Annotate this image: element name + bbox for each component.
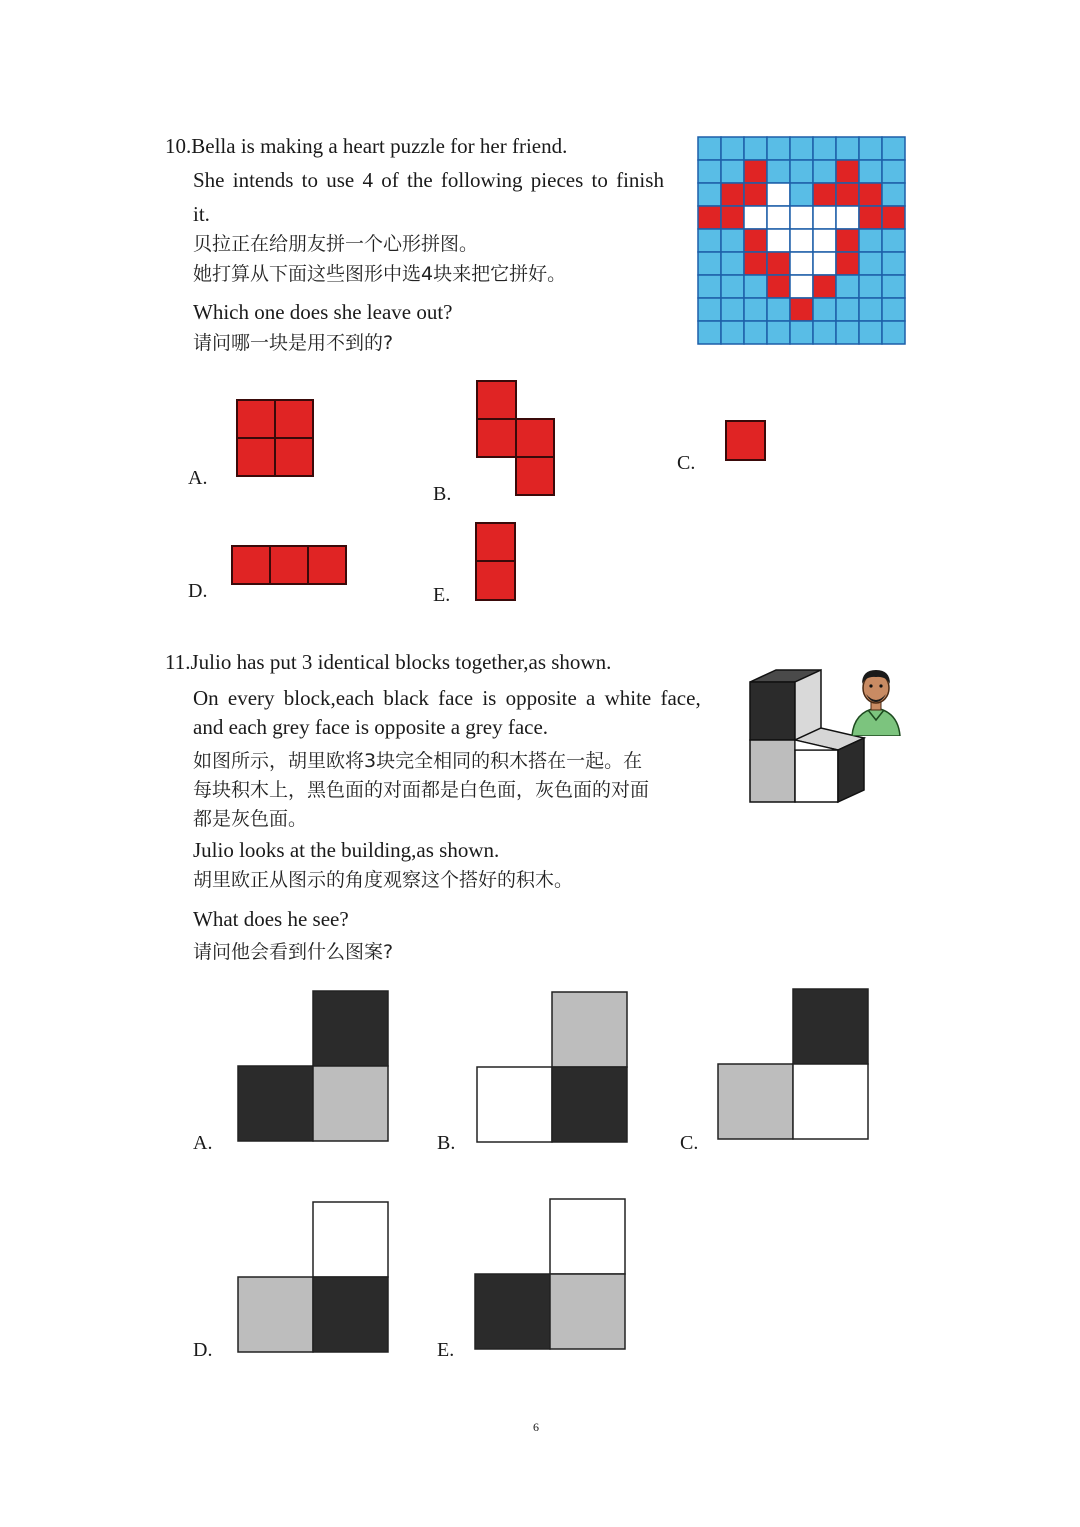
heart-grid-cell (767, 206, 790, 229)
q10-option-c-label: C. (677, 452, 696, 474)
q11-option-d-label: D. (193, 1339, 213, 1361)
heart-grid-cell (698, 321, 721, 344)
heart-grid-cell (859, 160, 882, 183)
heart-grid-cell (744, 183, 767, 206)
heart-grid-cell (721, 137, 744, 160)
heart-grid-cell (790, 321, 813, 344)
q10-option-e-piece (475, 522, 517, 602)
q11-cn4: 胡里欧正从图示的角度观察这个搭好的积木。 (193, 869, 574, 891)
q11-cn3: 都是灰色面。 (193, 808, 308, 830)
heart-grid-cell (790, 206, 813, 229)
heart-grid-cell (721, 160, 744, 183)
julio-avatar (848, 664, 904, 736)
heart-grid-cell (882, 298, 905, 321)
heart-grid-cell (813, 275, 836, 298)
heart-grid-cell (721, 275, 744, 298)
heart-grid-cell (836, 183, 859, 206)
heart-grid-cell (882, 252, 905, 275)
heart-grid-cell (767, 137, 790, 160)
q11-line3: and each grey face is opposite a grey face. (193, 715, 549, 739)
heart-grid-cell (859, 275, 882, 298)
q11-option-c-figure (717, 988, 869, 1140)
heart-grid-cell (698, 298, 721, 321)
heart-grid-cell (813, 298, 836, 321)
heart-grid-cell (813, 229, 836, 252)
heart-grid-cell (767, 229, 790, 252)
q11-option-b-label: B. (437, 1132, 456, 1154)
heart-grid-cell (813, 206, 836, 229)
heart-grid-cell (744, 298, 767, 321)
heart-grid-cell (698, 275, 721, 298)
heart-grid-cell (790, 137, 813, 160)
heart-grid-cell (744, 252, 767, 275)
heart-grid-cell (767, 275, 790, 298)
q10-line1-text: Bella is making a heart puzzle for her friend. (191, 134, 568, 158)
q10-line1 (165, 132, 567, 160)
q10-option-d-piece (231, 545, 348, 586)
page-number: 6 (533, 1420, 539, 1434)
heart-grid-cell (744, 229, 767, 252)
heart-grid-cell (836, 206, 859, 229)
heart-grid-cell (721, 229, 744, 252)
q11-question-cn: 请问他会看到什么图案? (193, 941, 394, 963)
heart-grid-cell (859, 183, 882, 206)
heart-grid-cell (744, 206, 767, 229)
q11-option-e-label: E. (437, 1339, 455, 1361)
heart-grid-cell (767, 183, 790, 206)
heart-grid-cell (721, 206, 744, 229)
q11-line2: On every block,each black face is opposite a white face, (193, 686, 701, 710)
heart-grid-cell (882, 183, 905, 206)
q10-cn2: 她打算从下面这些图形中选4块来把它拼好。 (193, 263, 567, 285)
q11-cn1: 如图所示，胡里欧将3块完全相同的积木搭在一起。在 (193, 750, 643, 772)
heart-grid-cell (790, 252, 813, 275)
heart-grid-cell (744, 275, 767, 298)
heart-grid-cell (813, 183, 836, 206)
q11-line4: Julio looks at the building,as shown. (193, 838, 500, 862)
q10-question-cn: 请问哪一块是用不到的? (193, 332, 394, 354)
q11-option-e-figure (474, 1198, 626, 1350)
heart-grid-cell (767, 160, 790, 183)
q10-line3: it. (193, 202, 210, 226)
q10-number: 10. (165, 134, 192, 158)
heart-grid-cell (859, 229, 882, 252)
heart-grid (697, 136, 906, 345)
heart-grid-cell (721, 183, 744, 206)
q10-option-d-label: D. (188, 580, 208, 602)
heart-grid-cell (859, 298, 882, 321)
heart-puzzle-image (697, 136, 906, 345)
heart-grid-cell (882, 321, 905, 344)
q10-option-a-label: A. (188, 467, 208, 489)
q11-cn2: 每块积木上，黑色面的对面都是白色面，灰色面的对面 (193, 779, 650, 801)
q10-option-b-label: B. (433, 483, 452, 505)
heart-grid-cell (698, 252, 721, 275)
heart-grid-cell (767, 252, 790, 275)
q10-cn1: 贝拉正在给朋友拼一个心形拼图。 (193, 233, 479, 255)
heart-grid-cell (790, 298, 813, 321)
q11-option-d-figure (237, 1201, 389, 1353)
q10-line2: She intends to use 4 of the following pieces to finish (193, 168, 664, 192)
heart-grid-cell (836, 321, 859, 344)
q11-option-b-figure (476, 991, 628, 1143)
heart-grid-cell (698, 137, 721, 160)
heart-grid-cell (767, 298, 790, 321)
heart-grid-cell (836, 275, 859, 298)
heart-grid-cell (813, 137, 836, 160)
heart-grid-cell (721, 298, 744, 321)
right-block-front-face (795, 750, 838, 802)
q11-line1 (165, 648, 611, 676)
heart-grid-cell (698, 183, 721, 206)
q10-option-b-piece (476, 380, 556, 497)
heart-grid-cell (813, 160, 836, 183)
q11-option-a-label: A. (193, 1132, 213, 1154)
heart-grid-cell (859, 321, 882, 344)
heart-grid-cell (721, 252, 744, 275)
heart-grid-cell (882, 275, 905, 298)
heart-grid-cell (790, 229, 813, 252)
q11-option-c-label: C. (680, 1132, 699, 1154)
heart-grid-cell (836, 298, 859, 321)
heart-grid-cell (790, 183, 813, 206)
heart-grid-cell (813, 252, 836, 275)
heart-grid-cell (882, 160, 905, 183)
heart-grid-cell (836, 137, 859, 160)
q10-option-a-piece (236, 399, 314, 477)
heart-grid-cell (744, 160, 767, 183)
q11-option-a-figure (237, 990, 389, 1142)
q11-question: What does he see? (193, 907, 349, 931)
q10-option-c-piece (725, 420, 766, 461)
heart-grid-cell (859, 206, 882, 229)
heart-grid-cell (859, 137, 882, 160)
q11-line1-text: Julio has put 3 identical blocks together,as shown. (190, 650, 612, 674)
heart-grid-cell (882, 206, 905, 229)
heart-grid-cell (698, 206, 721, 229)
heart-grid-cell (813, 321, 836, 344)
q10-question: Which one does she leave out? (193, 300, 453, 324)
left-block-front-face (750, 740, 795, 802)
heart-grid-cell (744, 321, 767, 344)
heart-grid-cell (698, 229, 721, 252)
heart-grid-cell (698, 160, 721, 183)
top-block-front-face (750, 682, 795, 740)
heart-grid-cell (882, 229, 905, 252)
heart-grid-cell (744, 137, 767, 160)
heart-grid-cell (721, 321, 744, 344)
heart-grid-cell (790, 160, 813, 183)
heart-grid-cell (859, 252, 882, 275)
q11-number: 11. (165, 650, 191, 674)
heart-grid-cell (836, 229, 859, 252)
right-block-side-face (838, 738, 864, 802)
heart-grid-cell (836, 160, 859, 183)
heart-grid-cell (790, 275, 813, 298)
heart-grid-cell (767, 321, 790, 344)
heart-grid-cell (882, 137, 905, 160)
q10-option-e-label: E. (433, 584, 451, 606)
heart-grid-cell (836, 252, 859, 275)
